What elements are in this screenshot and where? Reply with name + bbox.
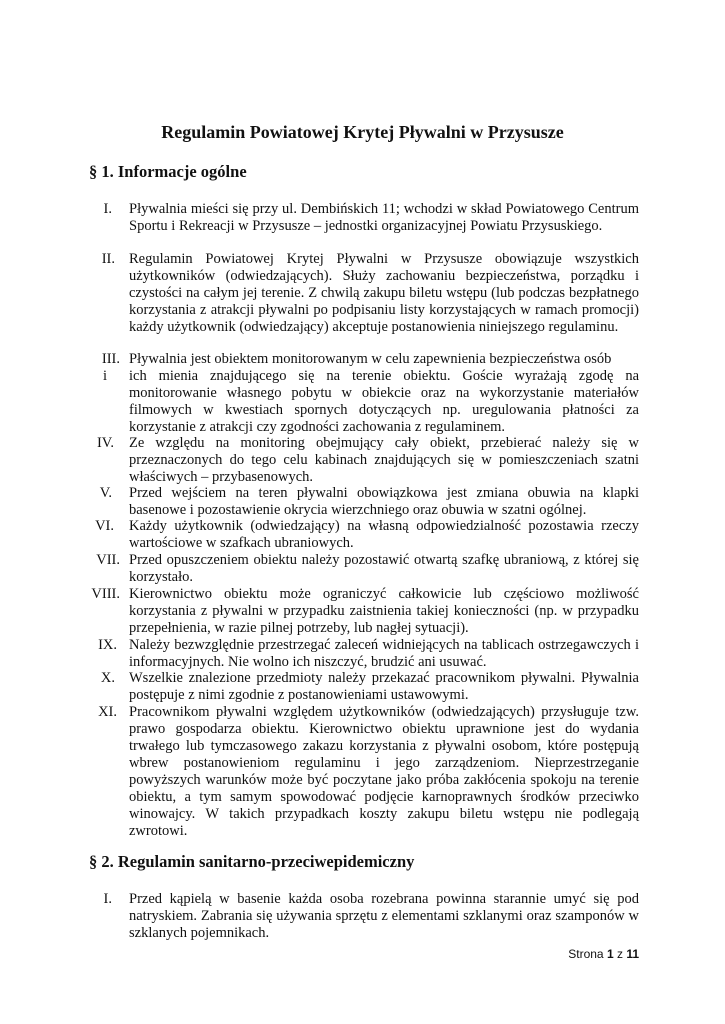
item-number: i bbox=[102, 368, 107, 384]
item-text: Wszelkie znalezione przedmioty należy przekazać pracownikom pływalni. Pływalnia postępuje z nimi zgodnie z postanowieniami ustawowymi. bbox=[129, 670, 639, 703]
item-text: Należy bezwzględnie przestrzegać zaleceń widniejących na tablicach ostrzegawczych i informacyjnych. Nie wolno ich niszczyć, brudzić ani usuwać. bbox=[129, 637, 639, 670]
item-text: Przed wejściem na teren pływalni obowiązkowa jest zmiana obuwia na klapki basenowe i pozostawienie okrycia wierzchniego oraz obuwia w szatni ogólnej. bbox=[129, 485, 639, 518]
footer-total-pages: 11 bbox=[626, 947, 639, 961]
item-text: Pływalnia mieści się przy ul. Dembińskich 11; wchodzi w skład Powiatowego Centrum Sportu i Rekreacji w Przysusze – jednostki organizacyjnej Powiatu Przysuskiego. bbox=[129, 201, 639, 234]
footer-page-number: 1 bbox=[606, 947, 614, 961]
item-number: X. bbox=[100, 670, 115, 686]
footer-separator: z bbox=[616, 947, 623, 961]
item-text: Pracownikom pływalni względem użytkowników (odwiedzających) przysługuje tzw. prawo gospodarza obiektu. Kierownictwo obiektu uprawnione jest do wydania trwałego lub tymczasowego zakazu korzystania z pływalni osobom, które postępują wbrew postanowieniom regulaminu i jego zarządzeniom. Nieprzestrzeganie powyższych warunków może być poczytane jako próba zakłócenia spokoju na terenie obiektu, a tym samym spowodować podjęcie karnoprawnych środków przeciwko winowajcy. W takich przypadkach koszty zakupu biletu wstępu nie podlegają zwrotowi. bbox=[129, 704, 639, 839]
item-text: Przed opuszczeniem obiektu należy pozostawić otwartą szafkę ubraniową, z której się korzystało. bbox=[129, 552, 639, 585]
page-footer bbox=[568, 947, 639, 961]
footer-prefix: Strona bbox=[568, 947, 604, 961]
item-text: Kierownictwo obiektu może ograniczyć całkowicie lub częściowo możliwość korzystania z pływalni w przypadku zaistnienia takiej konieczności (np. w przypadku przepełnienia, w razie pilnej potrzeby, lub nagłej sytuacji). bbox=[129, 586, 639, 636]
item-number: VII. bbox=[96, 552, 120, 568]
section-1-heading: § 1. Informacje ogólne bbox=[89, 162, 247, 181]
item-text: Każdy użytkownik (odwiedzający) na własną odpowiedzialność pozostawia rzeczy wartościowe w szafkach ubraniowych. bbox=[129, 518, 639, 551]
item-number: I. bbox=[103, 891, 112, 907]
item-text: Ze względu na monitoring obejmujący cały obiekt, przebierać należy się w przeznaczonych do tego celu kabinach znajdujących się w pomieszczeniach szatni właściwych – przybasenowych. bbox=[129, 435, 639, 485]
document-title: Regulamin Powiatowej Krytej Pływalni w Przysusze bbox=[161, 122, 564, 142]
item-number: VI. bbox=[95, 518, 114, 534]
item-number: V. bbox=[99, 485, 112, 501]
item-number: I. bbox=[103, 201, 112, 217]
item-number: IX. bbox=[98, 637, 117, 653]
item-number: II. bbox=[101, 251, 115, 267]
item-number: XI. bbox=[98, 704, 117, 720]
item-text: Pływalnia jest obiektem monitorowanym w celu zapewnienia bezpieczeństwa osób bbox=[129, 351, 612, 367]
item-text: Regulamin Powiatowej Krytej Pływalni w Przysusze obowiązuje wszystkich użytkowników (odwiedzających). Służy zachowaniu bezpieczeństwa, porządku i czystości na całym jej terenie. Z chwilą zakupu biletu wstępu (lub podczas bezpłatnego korzystania z atrakcji pływalni po podpisaniu listy korzystających w ramach promocji) każdy użytkownik (odwiedzający) akceptuje postanowienia niniejszego regulaminu. bbox=[129, 251, 639, 335]
item-number: VIII. bbox=[91, 586, 120, 602]
item-text: ich mienia znajdującego się na terenie obiektu. Goście wyrażają zgodę na monitorowanie własnego pobytu w obiekcie oraz na wykorzystanie materiałów filmowych w kwestiach spornych dotyczących np. uregulowania płatności za korzystanie z atrakcji czy zgodności zachowania z regulaminem. bbox=[129, 368, 639, 435]
item-text: Przed kąpielą w basenie każda osoba rozebrana powinna starannie umyć się pod natryskiem. Zabrania się używania sprzętu z elementami szklanymi oraz szamponów w szklanych pojemnikach. bbox=[129, 891, 639, 941]
item-number: III. bbox=[101, 351, 120, 367]
section-2-heading: § 2. Regulamin sanitarno-przeciwepidemiczny bbox=[89, 852, 415, 871]
item-number: IV. bbox=[96, 435, 114, 451]
